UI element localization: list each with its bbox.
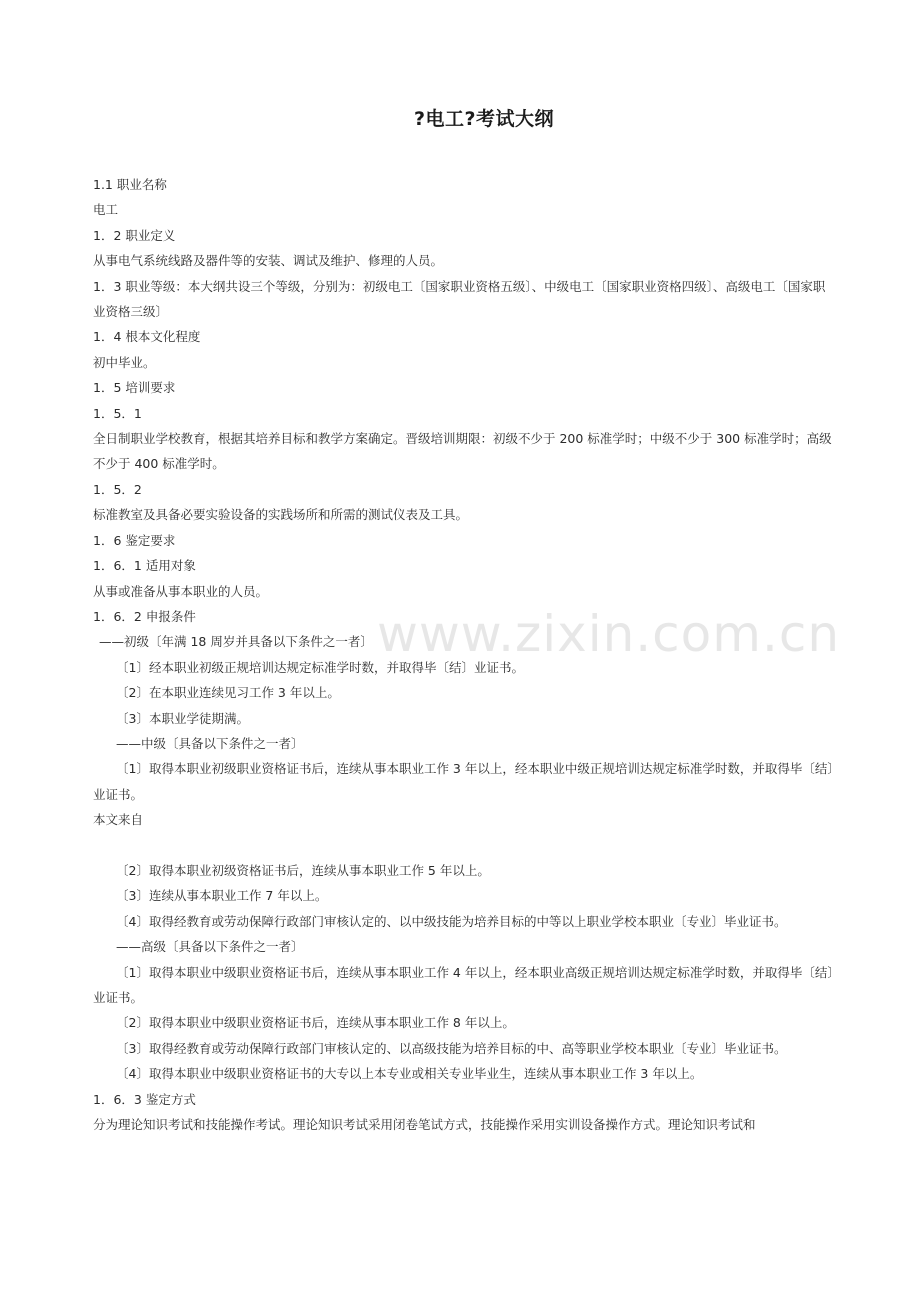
level-heading: ——高级〔具备以下条件之一者〕 [116,939,304,955]
watermark: www.zixin.com.cn [377,605,841,663]
list-item: 〔2〕取得本职业中级职业资格证书后，连续从事本职业工作 8 年以上。 [116,1015,515,1031]
section-heading: 1．6．2 申报条件 [93,608,196,624]
list-item: 〔4〕取得本职业中级职业资格证书的大专以上本专业或相关专业毕业生，连续从事本职业工作 3 年以上。 [116,1066,703,1082]
paragraph: 电工 [93,202,119,218]
document-body [93,172,835,1137]
section-heading: 1．6．3 鉴定方式 [93,1091,196,1107]
list-item: 〔2〕取得本职业初级资格证书后，连续从事本职业工作 5 年以上。 [116,862,490,878]
section-heading: 1．2 职业定义 [93,227,176,243]
list-item: 〔3〕连续从事本职业工作 7 年以上。 [116,888,328,904]
paragraph: 从事或准备从事本职业的人员。 [93,583,269,599]
paragraph: 分为理论知识考试和技能操作考试。理论知识考试采用闭卷笔试方式，技能操作采用实训设备操作方式。理论知识考试和 [93,1117,756,1133]
level-heading: ——中级〔具备以下条件之一者〕 [116,735,304,751]
section-heading: 1．5．1 [93,405,142,421]
list-item: 〔2〕在本职业连续见习工作 3 年以上。 [116,685,340,701]
paragraph: 从事电气系统线路及器件等的安装、调试及维护、修理的人员。 [93,253,444,269]
list-item: 〔1〕取得本职业中级职业资格证书后，连续从事本职业工作 4 年以上，经本职业高级正规培训达规定标准学时数，并取得毕〔结〕业证书。 [93,964,834,1005]
list-item: 〔3〕取得经教育或劳动保障行政部门审核认定的、以高级技能为培养目标的中、高等职业学校本职业〔专业〕毕业证书。 [116,1040,787,1056]
list-item: 〔1〕经本职业初级正规培训达规定标准学时数，并取得毕〔结〕业证书。 [116,659,524,675]
paragraph: 全日制职业学校教育，根据其培养目标和教学方案确定。晋级培训期限：初级不少于 200 标准学时；中级不少于 300 标准学时；高级不少于 400 标准学时。 [93,431,832,472]
list-item: 〔4〕取得经教育或劳动保障行政部门审核认定的、以中级技能为培养目标的中等以上职业学校本职业〔专业〕毕业证书。 [116,913,787,929]
list-item: 〔3〕本职业学徒期满。 [116,710,249,726]
section-heading: 1．5．2 [93,481,142,497]
section-heading: 1．6．1 适用对象 [93,558,196,574]
section-heading: 1．4 根本文化程度 [93,329,201,345]
section-heading: 1.1 职业名称 [93,177,167,192]
list-item: 〔1〕取得本职业初级职业资格证书后，连续从事本职业工作 3 年以上，经本职业中级正规培训达规定标准学时数，并取得毕〔结〕业证书。 [93,761,834,802]
section-heading: 1．6 鉴定要求 [93,532,176,548]
paragraph: 标准教室及具备必要实验设备的实践场所和所需的测试仪表及工具。 [93,507,469,523]
document-title: ?电工?考试大纲 [413,108,555,130]
blank-line [93,833,835,858]
source-note: 本文来自 [93,812,144,828]
paragraph: 初中毕业。 [93,354,156,370]
level-heading: ——初级〔年满 18 周岁并具备以下条件之一者〕 [99,634,373,650]
section-heading: 1．3 职业等级：本大纲共设三个等级，分别为：初级电工〔国家职业资格五级〕、中级电工〔国家职业资格四级〕、高级电工〔国家职业资格三级〕 [93,278,826,320]
section-heading: 1．5 培训要求 [93,380,176,396]
